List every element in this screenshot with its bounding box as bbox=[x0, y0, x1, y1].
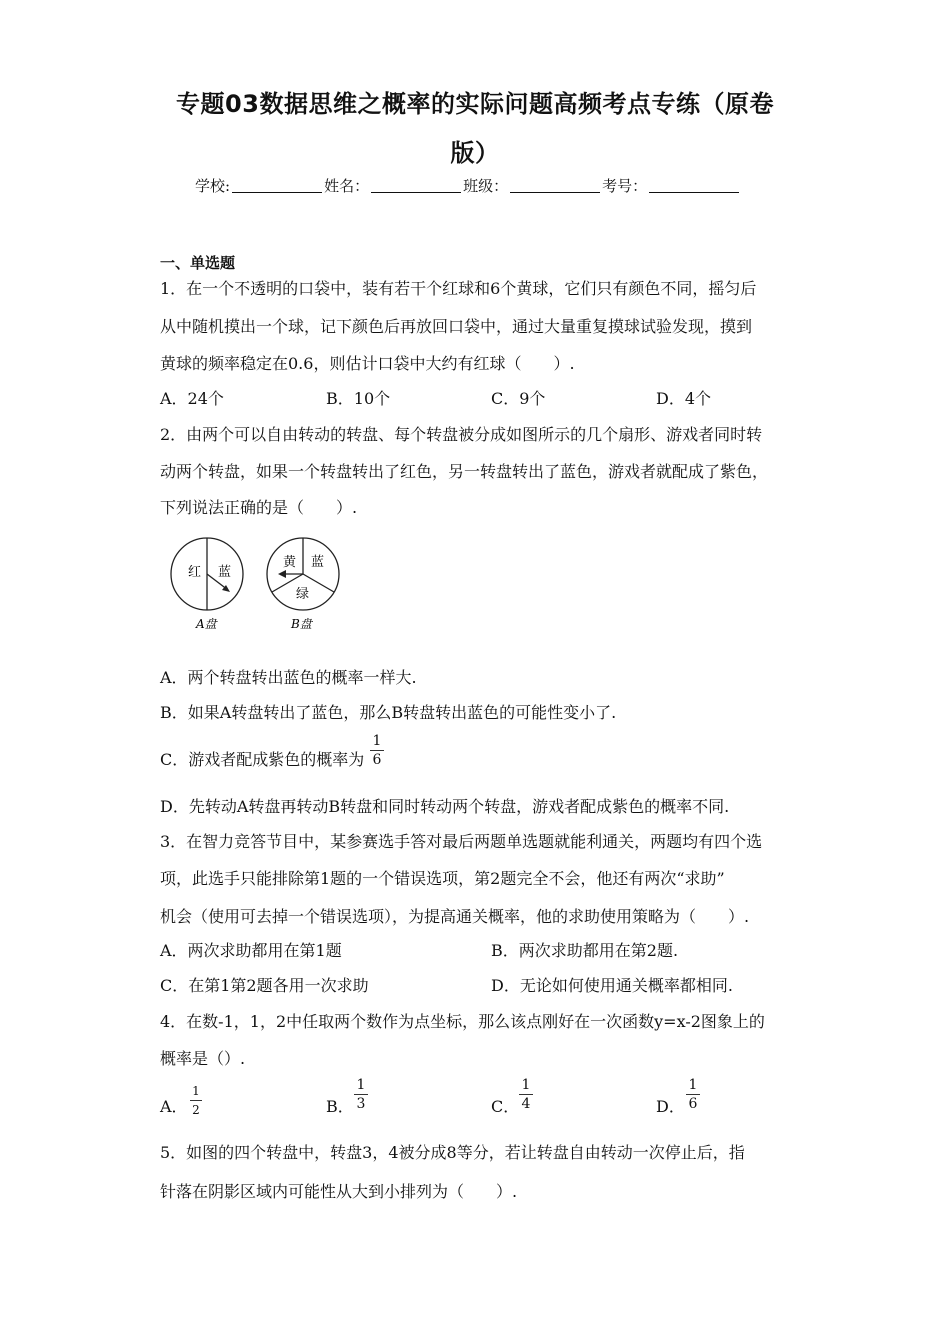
q3-line-1: 3．在智力竞答节目中，某参赛选手答对最后两题单选题就能利通关，两题均有四个选 bbox=[160, 832, 763, 851]
fraction-numerator: 1 bbox=[521, 1077, 531, 1093]
q4-option-b-label: B． bbox=[326, 1097, 354, 1116]
q4-option-d-label: D． bbox=[656, 1097, 685, 1116]
q4-option-a[interactable] bbox=[160, 1094, 188, 1117]
spinner-a bbox=[171, 538, 243, 631]
fraction-denominator: 6 bbox=[372, 752, 382, 768]
class-blank[interactable] bbox=[510, 178, 600, 193]
page-title: 专题03数据思维之概率的实际问题高频考点专练（原卷 bbox=[176, 90, 774, 118]
q1-line-3: 黄球的频率稳定在0.6，则估计口袋中大约有红球（ ）. bbox=[160, 354, 575, 373]
q4-option-d-fraction bbox=[686, 1077, 700, 1112]
fraction-denominator: 3 bbox=[356, 1096, 366, 1112]
q2-option-b[interactable]: B．如果A转盘转出了蓝色，那么B转盘转出蓝色的可能性变小了. bbox=[160, 703, 617, 722]
spinner-b-green-label: 绿 bbox=[296, 587, 310, 602]
q3-option-a[interactable]: A．两次求助都用在第1题 bbox=[160, 941, 342, 960]
fraction-numerator: 1 bbox=[192, 1084, 200, 1098]
spinner-b bbox=[267, 538, 339, 631]
q3-option-b[interactable]: B．两次求助都用在第2题. bbox=[491, 941, 679, 960]
school-label: 学校: bbox=[195, 177, 231, 195]
school-blank[interactable] bbox=[232, 178, 322, 193]
q1-option-d[interactable]: D．4个 bbox=[656, 389, 712, 408]
q2-option-c-fraction bbox=[370, 733, 384, 768]
spinners-figure bbox=[160, 530, 370, 635]
class-label: 班级： bbox=[463, 177, 509, 195]
spinner-b-caption: B盘 bbox=[291, 617, 312, 631]
name-blank[interactable] bbox=[371, 178, 461, 193]
q4-option-c-label: C． bbox=[491, 1097, 520, 1116]
q2-line-2: 动两个转盘，如果一个转盘转出了红色，另一转盘转出了蓝色，游戏者就配成了紫色， bbox=[160, 462, 769, 481]
number-label: 考号： bbox=[602, 177, 648, 195]
q1-line-1: 1．在一个不透明的口袋中，装有若干个红球和6个黄球，它们只有颜色不同，摇匀后 bbox=[160, 279, 757, 298]
spinner-b-yellow-label: 黄 bbox=[283, 555, 297, 570]
q3-line-3: 机会（使用可去掉一个错误选项），为提高通关概率，他的求助使用策略为（ ）. bbox=[160, 907, 750, 926]
q2-option-c[interactable]: C．游戏者配成紫色的概率为 bbox=[160, 750, 365, 769]
number-blank[interactable] bbox=[649, 178, 739, 193]
q4-option-b[interactable] bbox=[326, 1094, 354, 1117]
q2-option-d[interactable]: D．先转动A转盘再转动B转盘和同时转动两个转盘，游戏者配成紫色的概率不同. bbox=[160, 797, 730, 816]
q2-line-1: 2．由两个可以自由转动的转盘、每个转盘被分成如图所示的几个扇形、游戏者同时转 bbox=[160, 425, 763, 444]
q2-option-a[interactable]: A．两个转盘转出蓝色的概率一样大. bbox=[160, 668, 417, 687]
q4-option-c-fraction bbox=[519, 1077, 533, 1112]
fraction-denominator: 2 bbox=[192, 1103, 200, 1117]
q4-line-2: 概率是（）. bbox=[160, 1049, 246, 1068]
q3-option-d[interactable]: D．无论如何使用通关概率都相同. bbox=[491, 976, 733, 995]
q4-option-c[interactable] bbox=[491, 1094, 519, 1117]
section-heading: 一、单选题 bbox=[160, 254, 236, 272]
q4-line-1: 4．在数-1，1，2中任取两个数作为点坐标，那么该点刚好在一次函数y=x-2图象上的 bbox=[160, 1012, 765, 1031]
q5-line-1: 5．如图的四个转盘中，转盘3，4被分成8等分，若让转盘自由转动一次停止后，指 bbox=[160, 1143, 745, 1162]
q4-option-a-label: A． bbox=[160, 1097, 188, 1116]
fraction-numerator: 1 bbox=[372, 733, 382, 749]
q4-option-b-fraction bbox=[354, 1077, 368, 1112]
spinner-b-blue-label: 蓝 bbox=[311, 555, 325, 570]
page-title-continued: 版） bbox=[450, 139, 500, 167]
fraction-denominator: 4 bbox=[521, 1096, 531, 1112]
spinner-a-red-label: 红 bbox=[188, 565, 202, 580]
q3-option-c[interactable]: C．在第1第2题各用一次求助 bbox=[160, 976, 369, 995]
name-label: 姓名： bbox=[324, 177, 370, 195]
fraction-numerator: 1 bbox=[356, 1077, 366, 1093]
q1-option-c[interactable]: C．9个 bbox=[491, 389, 546, 408]
q2-line-3: 下列说法正确的是（ ）. bbox=[160, 498, 358, 517]
q5-line-2: 针落在阴影区域内可能性从大到小排列为（ ）. bbox=[160, 1182, 518, 1201]
q1-line-2: 从中随机摸出一个球，记下颜色后再放回口袋中，通过大量重复摸球试验发现，摸到 bbox=[160, 317, 753, 336]
q3-line-2: 项，此选手只能排除第1题的一个错误选项，第2题完全不会，他还有两次“求助” bbox=[160, 869, 725, 888]
q1-option-a[interactable]: A．24个 bbox=[160, 389, 224, 408]
student-info-line bbox=[195, 175, 741, 196]
fraction-denominator: 6 bbox=[688, 1096, 698, 1112]
spinner-a-blue-label: 蓝 bbox=[218, 565, 232, 580]
spinner-a-caption: A盘 bbox=[196, 617, 217, 631]
fraction-numerator: 1 bbox=[688, 1077, 698, 1093]
q4-option-d[interactable] bbox=[656, 1094, 685, 1117]
q1-option-b[interactable]: B．10个 bbox=[326, 389, 391, 408]
q4-option-a-fraction bbox=[190, 1083, 202, 1118]
